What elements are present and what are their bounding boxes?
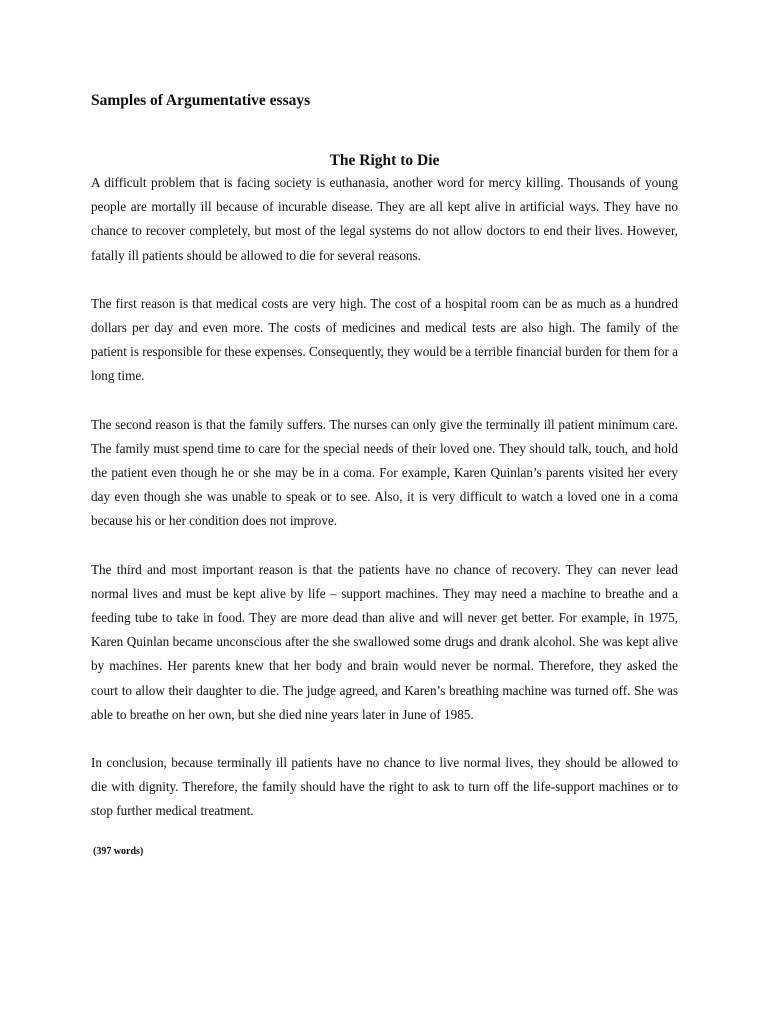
document-page bbox=[91, 91, 678, 859]
document-heading: Samples of Argumentative essays bbox=[91, 92, 311, 109]
essay-title: The Right to Die bbox=[329, 152, 440, 169]
paragraph-introduction: A difficult problem that is facing society is euthanasia, another word for mercy killing. Thousands of young people are mortally ill because of incurable disease. They are all kept alive in artificial ways. They have no chance to recover completely, but most of the legal systems do not allow doctors to end their lives. However, fatally ill patients should be allowed to die for several reasons. bbox=[91, 175, 678, 263]
paragraph-second-reason: The second reason is that the family suffers. The nurses can only give the terminally ill patient minimum care. The family must spend time to care for the special needs of their loved one. They should talk, touch, and hold the patient even though he or she may be in a coma. For example, Karen Quinlan’s parents visited her every day even though she was unable to speak or to see. Also, it is very difficult to watch a loved one in a coma because his or her condition does not improve. bbox=[91, 416, 678, 529]
paragraph-first-reason: The first reason is that medical costs are very high. The cost of a hospital room can be as much as a hundred dollars per day and even more. The costs of medicines and medical tests are also high. The family of the patient is responsible for these expenses. Consequently, they would be a terrible financial burden for them for a long time. bbox=[91, 295, 678, 384]
paragraph-third-reason: The third and most important reason is that the patients have no chance of recovery. They can never lead normal lives and must be kept alive by life – support machines. They may need a machine to breathe and a feeding tube to take in food. They are more dead than alive and will never get better. For example, in 1975, Karen Quinlan became unconscious after the she swallowed some drugs and drank alcohol. She was kept alive by machines. Her parents knew that her body and brain would never be normal. Therefore, they asked the court to allow their daughter to die. The judge agreed, and Karen’s breathing machine was turned off. She was able to breathe on her own, but she died nine years later in June of 1985. bbox=[91, 561, 678, 722]
word-count: (397 words) bbox=[93, 845, 144, 857]
paragraph-conclusion: In conclusion, because terminally ill patients have no chance to live normal lives, they should be allowed to die with dignity. Therefore, the family should have the right to ask to turn off the life-support machines or to stop further medical treatment. bbox=[91, 755, 678, 819]
